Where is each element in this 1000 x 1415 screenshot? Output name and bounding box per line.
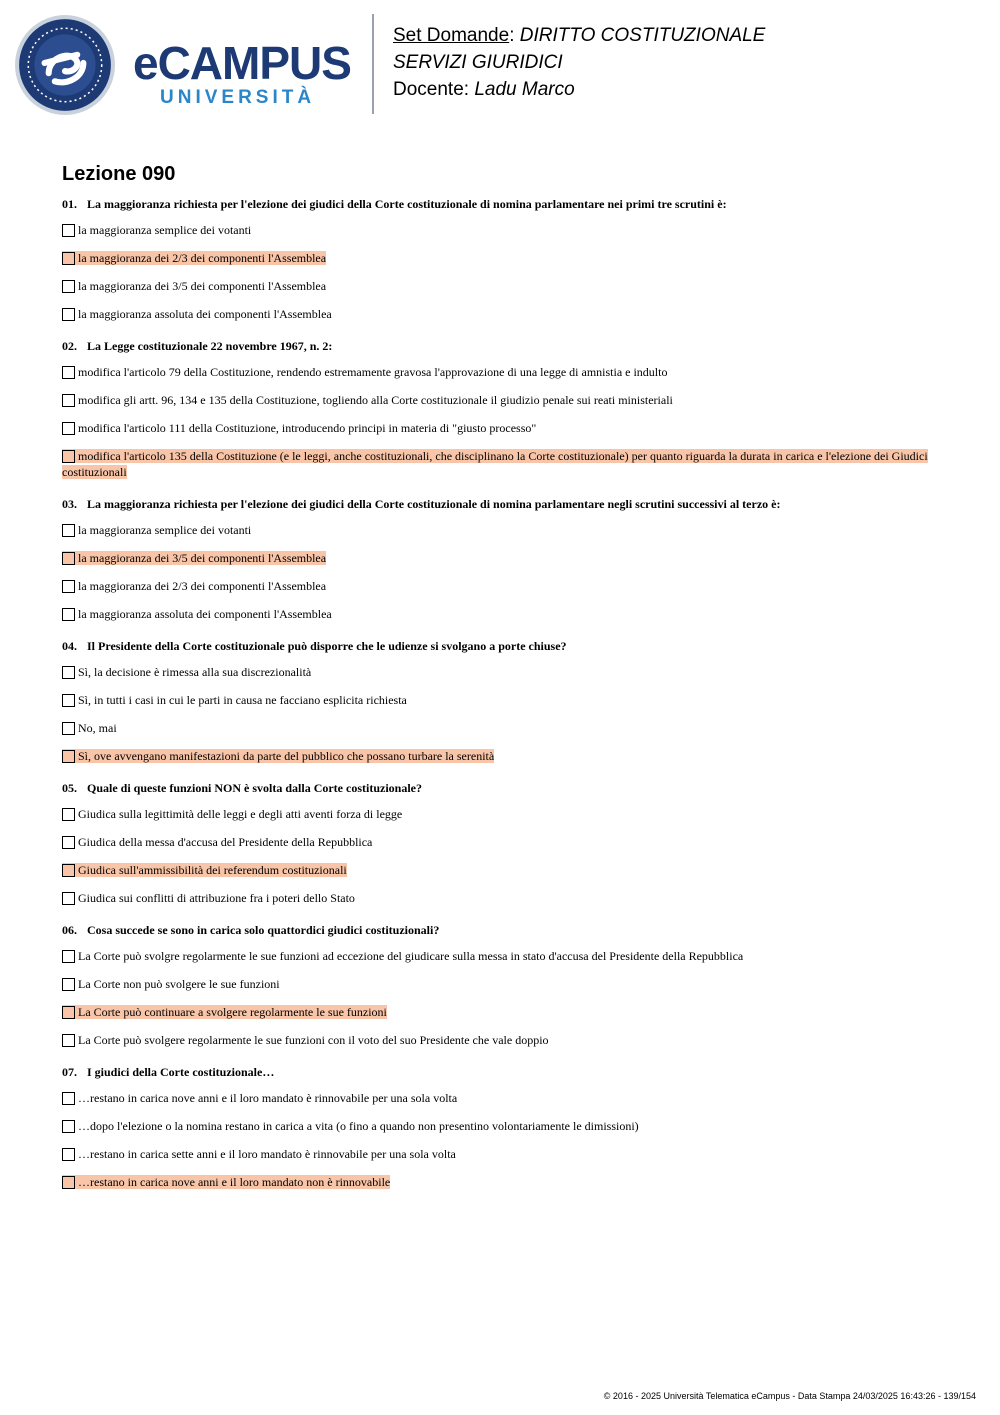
answer-option[interactable] bbox=[62, 448, 928, 480]
answer-option[interactable] bbox=[62, 550, 928, 566]
header-info bbox=[393, 22, 765, 103]
answer-text: la maggioranza assoluta dei componenti l'Assemblea bbox=[78, 307, 332, 321]
checkbox[interactable] bbox=[62, 1120, 75, 1133]
correct-answer-highlight bbox=[62, 251, 326, 265]
answer-text: La Corte può continuare a svolgere regolarmente le sue funzioni bbox=[78, 1005, 387, 1019]
answer-content bbox=[62, 279, 326, 293]
question-number: 04. bbox=[62, 639, 77, 653]
answer-option[interactable] bbox=[62, 834, 928, 850]
answer-text: modifica l'articolo 79 della Costituzione, rendendo estremamente gravosa l'approvazione di una legge di amnistia e indulto bbox=[78, 365, 668, 379]
question-block bbox=[62, 1064, 928, 1190]
answer-text: Sì, in tutti i casi in cui le parti in causa ne facciano esplicita richiesta bbox=[78, 693, 407, 707]
correct-answer-highlight bbox=[62, 1175, 390, 1189]
answer-text: la maggioranza dei 3/5 dei componenti l'Assemblea bbox=[78, 551, 327, 565]
checkbox[interactable] bbox=[62, 394, 75, 407]
question-text bbox=[62, 196, 928, 212]
checkbox[interactable] bbox=[62, 552, 75, 565]
question-block bbox=[62, 780, 928, 906]
checkbox[interactable] bbox=[62, 524, 75, 537]
answer-option[interactable] bbox=[62, 522, 928, 538]
answer-text: …restano in carica nove anni e il loro mandato non è rinnovabile bbox=[78, 1175, 391, 1189]
checkbox[interactable] bbox=[62, 666, 75, 679]
question-number: 03. bbox=[62, 497, 77, 511]
course-name: SERVIZI GIURIDICI bbox=[393, 52, 563, 73]
lesson-title: Lezione 090 bbox=[62, 163, 176, 185]
answer-option[interactable] bbox=[62, 306, 928, 322]
correct-answer-highlight bbox=[62, 551, 326, 565]
subject-line: Set Domande: DIRITTO COSTITUZIONALE bbox=[393, 25, 766, 46]
checkbox[interactable] bbox=[62, 1006, 75, 1019]
correct-answer-highlight bbox=[62, 1005, 387, 1019]
answer-option[interactable] bbox=[62, 1146, 928, 1162]
question-block bbox=[62, 338, 928, 480]
answer-text: …restano in carica nove anni e il loro mandato è rinnovabile per una sola volta bbox=[78, 1091, 458, 1105]
answer-text: la maggioranza semplice dei votanti bbox=[78, 223, 252, 237]
answer-text: la maggioranza dei 2/3 dei componenti l'Assemblea bbox=[78, 579, 327, 593]
answer-content bbox=[62, 665, 311, 679]
answer-content bbox=[62, 807, 402, 821]
question-block bbox=[62, 638, 928, 764]
course-line bbox=[393, 49, 765, 76]
answer-option[interactable] bbox=[62, 420, 928, 436]
answer-content bbox=[62, 607, 332, 621]
set-label: Set Domande bbox=[393, 25, 510, 46]
checkbox[interactable] bbox=[62, 422, 75, 435]
answer-content bbox=[62, 523, 251, 537]
checkbox[interactable] bbox=[62, 864, 75, 877]
answer-text: la maggioranza dei 2/3 dei componenti l'Assemblea bbox=[78, 251, 327, 265]
answer-option[interactable] bbox=[62, 1174, 928, 1190]
answer-text: la maggioranza assoluta dei componenti l'Assemblea bbox=[78, 607, 332, 621]
answer-text: La Corte può svolgere regolarmente le sue funzioni con il voto del suo Presidente che vale doppio bbox=[78, 1033, 549, 1047]
checkbox[interactable] bbox=[62, 1092, 75, 1105]
answer-option[interactable] bbox=[62, 222, 928, 238]
answer-text: No, mai bbox=[78, 721, 117, 735]
answer-option[interactable] bbox=[62, 976, 928, 992]
question-label: La maggioranza richiesta per l'elezione dei giudici della Corte costituzionale di nomina parlamentare nei primi tre scrutini è: bbox=[87, 197, 727, 211]
question-label: Quale di queste funzioni NON è svolta dalla Corte costituzionale? bbox=[87, 781, 422, 795]
question-label: Il Presidente della Corte costituzionale può disporre che le udienze si svolgano a porte chiuse? bbox=[87, 639, 567, 653]
checkbox[interactable] bbox=[62, 1176, 75, 1189]
checkbox[interactable] bbox=[62, 750, 75, 763]
answer-content bbox=[62, 721, 117, 735]
answer-content bbox=[62, 1147, 456, 1161]
answer-content bbox=[62, 949, 743, 963]
question-label: La Legge costituzionale 22 novembre 1967, n. 2: bbox=[87, 339, 333, 353]
answer-content bbox=[62, 693, 407, 707]
answer-content bbox=[62, 421, 536, 435]
answer-content bbox=[62, 977, 280, 991]
checkbox[interactable] bbox=[62, 308, 75, 321]
logo-wordmark: eCAMPUS bbox=[133, 37, 351, 89]
teacher-line bbox=[393, 76, 765, 103]
question-label: La maggioranza richiesta per l'elezione dei giudici della Corte costituzionale di nomina parlamentare negli scrutini successivi al terzo è: bbox=[87, 497, 781, 511]
answer-text: modifica l'articolo 135 della Costituzione (e le leggi, anche costituzionali, che disciplinano la Corte costituzionale) per quanto riguarda la durata in carica e l'elezione dei Giudici costituzionali bbox=[62, 449, 928, 479]
correct-answer-highlight bbox=[62, 449, 928, 479]
answer-content bbox=[62, 579, 326, 593]
answer-option[interactable] bbox=[62, 692, 928, 708]
question-text bbox=[62, 638, 928, 654]
question-number: 07. bbox=[62, 1065, 77, 1079]
answer-content bbox=[62, 223, 251, 237]
page-header bbox=[0, 0, 1000, 130]
question-text bbox=[62, 922, 928, 938]
answer-content bbox=[62, 307, 332, 321]
answer-option[interactable] bbox=[62, 606, 928, 622]
answer-option[interactable] bbox=[62, 1032, 928, 1048]
question-block bbox=[62, 496, 928, 622]
answer-text: la maggioranza semplice dei votanti bbox=[78, 523, 252, 537]
question-label: Cosa succede se sono in carica solo quattordici giudici costituzionali? bbox=[87, 923, 440, 937]
checkbox[interactable] bbox=[62, 1034, 75, 1047]
answer-content bbox=[62, 1119, 639, 1133]
checkbox[interactable] bbox=[62, 950, 75, 963]
checkbox[interactable] bbox=[62, 224, 75, 237]
logo-subtitle: UNIVERSITÀ bbox=[160, 87, 316, 108]
answer-content bbox=[62, 365, 667, 379]
question-label: I giudici della Corte costituzionale… bbox=[87, 1065, 275, 1079]
checkbox[interactable] bbox=[62, 978, 75, 991]
checkbox[interactable] bbox=[62, 836, 75, 849]
answer-option[interactable] bbox=[62, 1004, 928, 1020]
answer-option[interactable] bbox=[62, 1118, 928, 1134]
page-footer: © 2016 - 2025 Università Telematica eCampus - Data Stampa 24/03/2025 16:43:26 - 139/154 bbox=[603, 1391, 976, 1401]
checkbox[interactable] bbox=[62, 450, 75, 463]
question-text bbox=[62, 496, 928, 512]
checkbox[interactable] bbox=[62, 808, 75, 821]
checkbox[interactable] bbox=[62, 722, 75, 735]
teacher-name: Ladu Marco bbox=[474, 79, 575, 100]
answer-text: …restano in carica sette anni e il loro mandato è rinnovabile per una sola volta bbox=[78, 1147, 456, 1161]
checkbox[interactable] bbox=[62, 580, 75, 593]
teacher-label: Docente: bbox=[393, 79, 470, 100]
answer-option[interactable] bbox=[62, 664, 928, 680]
answer-text: Sì, la decisione è rimessa alla sua discrezionalità bbox=[78, 665, 312, 679]
question-block bbox=[62, 922, 928, 1048]
answer-text: modifica l'articolo 111 della Costituzione, introducendo principi in materia di "giusto processo" bbox=[78, 421, 537, 435]
question-text bbox=[62, 1064, 928, 1080]
answer-option[interactable] bbox=[62, 392, 928, 408]
checkbox[interactable] bbox=[62, 608, 75, 621]
answer-option[interactable] bbox=[62, 948, 928, 964]
answer-option[interactable] bbox=[62, 1090, 928, 1106]
question-text bbox=[62, 338, 928, 354]
checkbox[interactable] bbox=[62, 252, 75, 265]
question-block bbox=[62, 196, 928, 322]
answer-text: modifica gli artt. 96, 134 e 135 della Costituzione, togliendo alla Corte costituzionale il giudizio penale sui reati ministeriali bbox=[78, 393, 673, 407]
answer-text: Giudica sulla legittimità delle leggi e degli atti aventi forza di legge bbox=[78, 807, 403, 821]
checkbox[interactable] bbox=[62, 1148, 75, 1161]
correct-answer-highlight bbox=[62, 863, 347, 877]
question-text bbox=[62, 780, 928, 796]
answer-option[interactable] bbox=[62, 720, 928, 736]
answer-content bbox=[62, 393, 673, 407]
answer-option[interactable] bbox=[62, 364, 928, 380]
answer-option[interactable] bbox=[62, 578, 928, 594]
subject-name: DIRITTO COSTITUZIONALE bbox=[519, 25, 766, 46]
header-divider bbox=[372, 14, 374, 114]
answer-text: La Corte può svolgre regolarmente le sue funzioni ad eccezione del giudicare sulla messa in stato d'accusa del Presidente della Repubblica bbox=[78, 949, 744, 963]
ecampus-logo-icon bbox=[14, 14, 116, 116]
answer-text: Giudica sui conflitti di attribuzione fra i poteri dello Stato bbox=[78, 891, 355, 905]
question-list bbox=[62, 196, 928, 1206]
answer-content bbox=[62, 891, 355, 905]
answer-content bbox=[62, 835, 372, 849]
answer-content bbox=[62, 1033, 549, 1047]
answer-option[interactable] bbox=[62, 250, 928, 266]
answer-text: …dopo l'elezione o la nomina restano in carica a vita (o fino a quando non presentino volontariamente le dimissioni) bbox=[78, 1119, 639, 1133]
question-number: 02. bbox=[62, 339, 77, 353]
answer-option[interactable] bbox=[62, 748, 928, 764]
checkbox[interactable] bbox=[62, 280, 75, 293]
question-number: 06. bbox=[62, 923, 77, 937]
answer-option[interactable] bbox=[62, 890, 928, 906]
answer-option[interactable] bbox=[62, 862, 928, 878]
checkbox[interactable] bbox=[62, 694, 75, 707]
question-number: 05. bbox=[62, 781, 77, 795]
answer-text: Sì, ove avvengano manifestazioni da parte del pubblico che possano turbare la serenità bbox=[78, 749, 495, 763]
checkbox[interactable] bbox=[62, 366, 75, 379]
answer-text: Giudica della messa d'accusa del Presidente della Repubblica bbox=[78, 835, 373, 849]
question-number: 01. bbox=[62, 197, 77, 211]
checkbox[interactable] bbox=[62, 892, 75, 905]
answer-text: la maggioranza dei 3/5 dei componenti l'Assemblea bbox=[78, 279, 327, 293]
answer-text: La Corte non può svolgere le sue funzioni bbox=[78, 977, 280, 991]
correct-answer-highlight bbox=[62, 749, 494, 763]
answer-content bbox=[62, 1091, 457, 1105]
answer-option[interactable] bbox=[62, 806, 928, 822]
answer-option[interactable] bbox=[62, 278, 928, 294]
answer-text: Giudica sull'ammissibilità dei referendum costituzionali bbox=[78, 863, 347, 877]
